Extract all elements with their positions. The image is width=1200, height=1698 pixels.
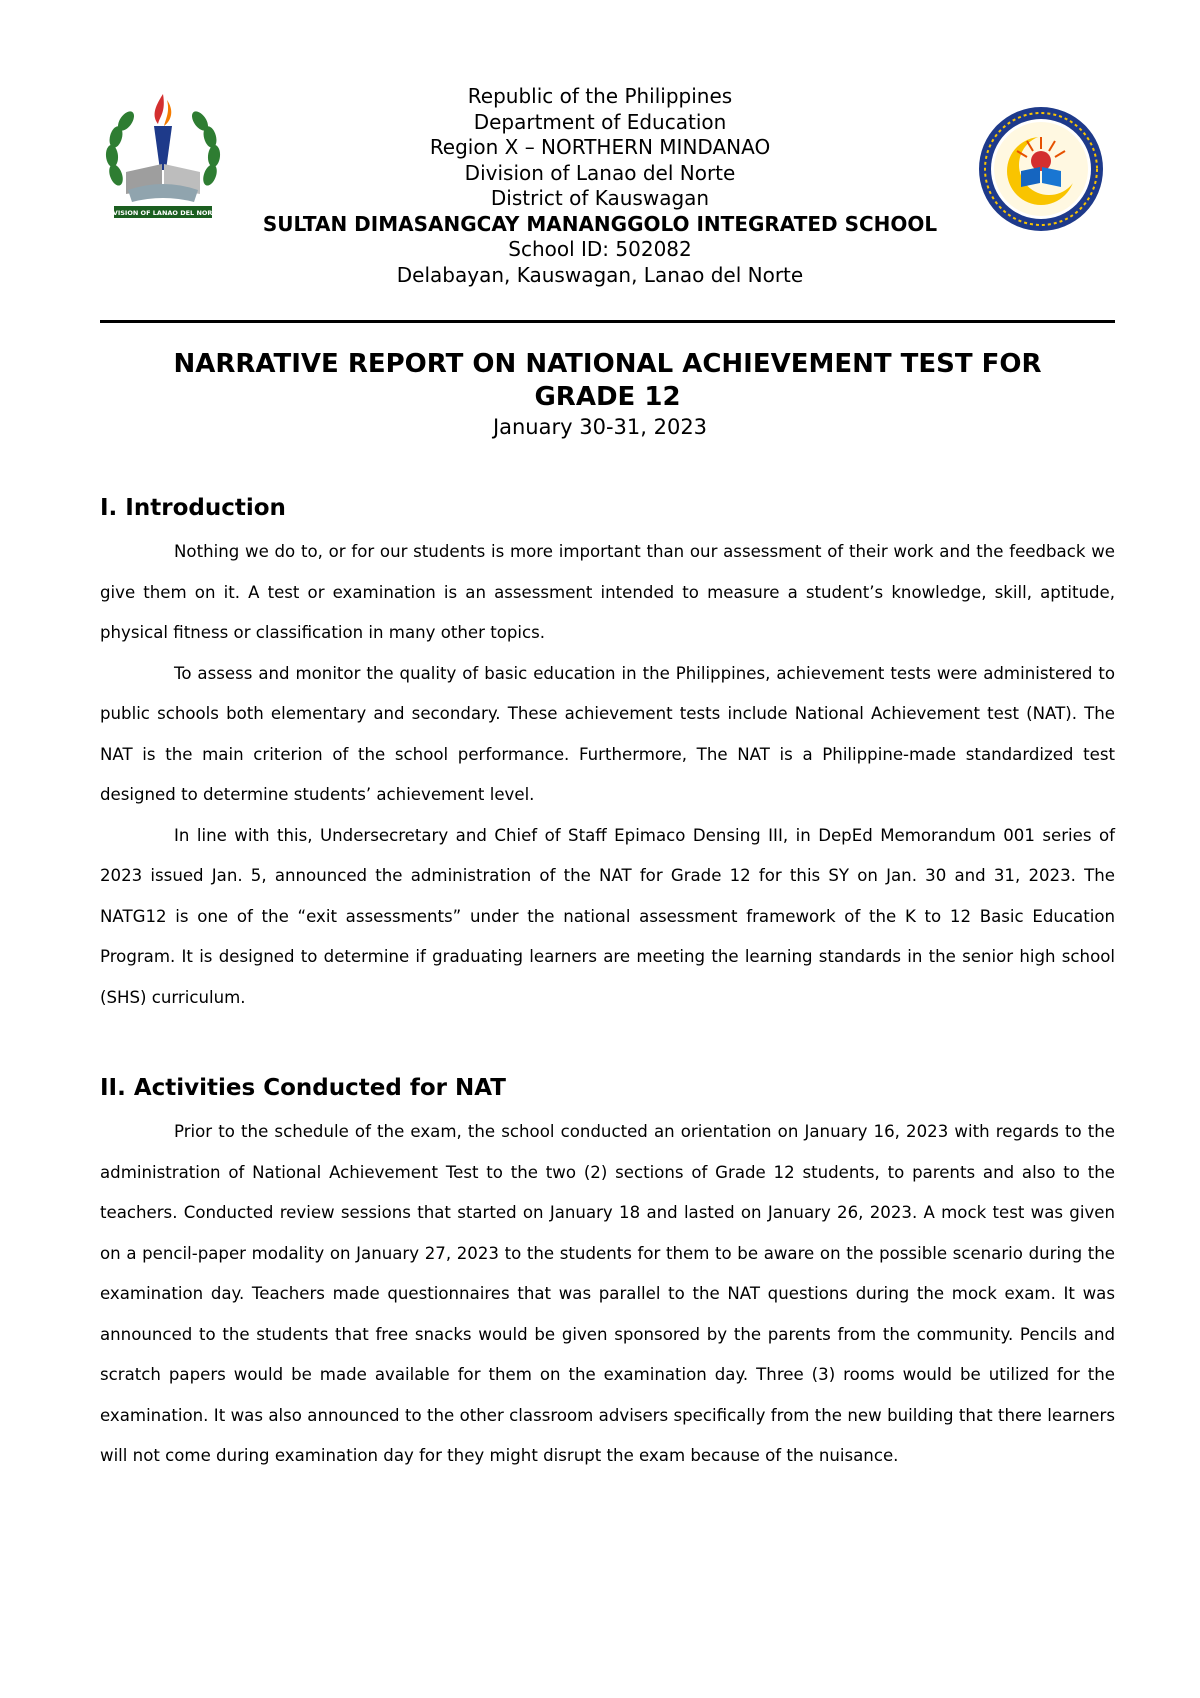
header-divider [100,320,1115,323]
logo-caption: DIVISION OF LANAO DEL NORTE [104,209,222,217]
letterhead [0,84,1200,288]
paragraph: To assess and monitor the quality of basic education in the Philippines, achievement tests were administered to public schools both elementary and secondary. These achievement tests include National Achievement test (NAT). The NAT is the main criterion of the school performance. Furthermore, The NAT is a Philippine-made standardized test designed to determine students’ achievement level. [100,663,1115,804]
header-department: Department of Education [473,109,727,134]
paragraph: Nothing we do to, or for our students is more important than our assessment of their work and the feedback we give them on it. A test or examination is an assessment intended to measure a student’s knowledge, skill, aptitude, physical fitness or classification in many other topics. [100,542,1115,642]
header-republic: Republic of the Philippines [467,84,733,108]
header-district: District of Kauswagan [490,186,710,210]
header-school-name: SULTAN DIMASANGCAY MANANGGOLO INTEGRATED SCHOOL [262,211,938,236]
report-title [100,348,1115,414]
paragraph: In line with this, Undersecretary and Chief of Staff Epimaco Densing III, in DepEd Memorandum 001 series of 2023 issued Jan. 5, announced the administration of the NAT for Grade 12 for this SY on Jan. 30 and 31, 2023. The NATG12 is one of the “exit assessments” under the national assessment framework of the K to 12 Basic Education Program. It is designed to determine if graduating learners are meeting the learning standards in the senior high school (SHS) curriculum. [100,825,1115,1007]
title-line-2: GRADE 12 [534,382,681,412]
report-date: January 30-31, 2023 [492,415,708,439]
header-school-id: School ID: 502082 [508,237,692,261]
header-region: Region X – NORTHERN MINDANAO [429,135,771,159]
title-line-1: NARRATIVE REPORT ON NATIONAL ACHIEVEMENT TEST FOR [173,349,1042,379]
header-division: Division of Lanao del Norte [464,160,736,185]
section-heading-introduction: I. Introduction [100,495,286,521]
section-body-introduction [100,532,1115,1018]
section-body-activities [100,1112,1115,1477]
section-heading-activities: II. Activities Conducted for NAT [100,1075,506,1101]
paragraph: Prior to the schedule of the exam, the school conducted an orientation on January 16, 2023 with regards to the administration of National Achievement Test to the two (2) sections of Grade 12 students, to parents and also to the teachers. Conducted review sessions that started on January 18 and lasted on January 26, 2023. A mock test was given on a pencil-paper modality on January 27, 2023 to the students for them to be aware on the possible scenario during the examination day. Teachers made questionnaires that was parallel to the NAT questions during the mock exam. It was announced to the students that free snacks would be given sponsored by the parents from the community. Pencils and scratch papers would be made available for them on the examination day. Three (3) rooms would be utilized for the examination. It was also announced to the other classroom advisers specifically from the new building that there learners will not come during examination day for they might disrupt the exam because of the nuisance. [100,1122,1115,1465]
header-address: Delabayan, Kauswagan, Lanao del Norte [396,262,804,287]
